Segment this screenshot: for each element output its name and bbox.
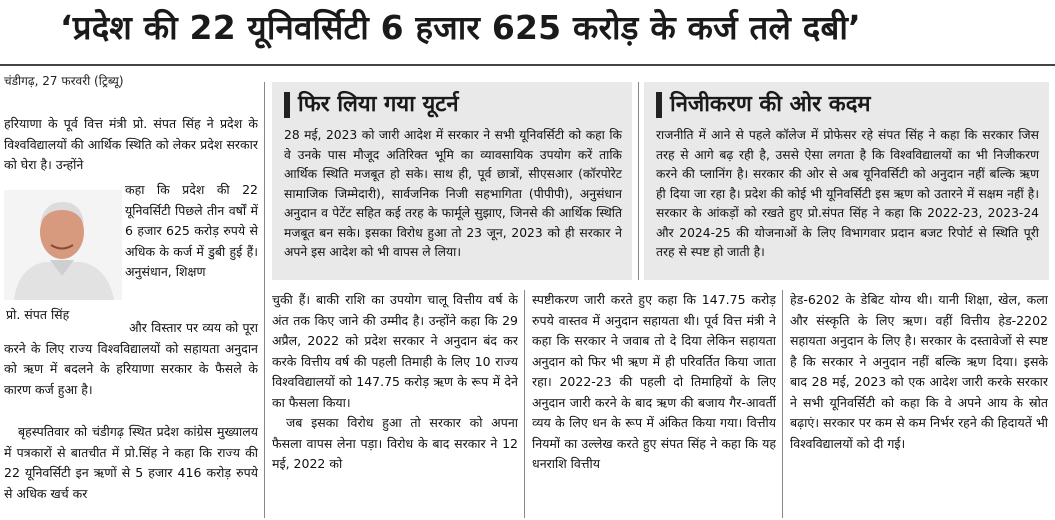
sidebar-box-privatization: [644, 82, 1049, 280]
privatization-body: राजनीति में आने से पहले कॉलेज में प्रोफेसर रहे संपत सिंह ने कहा कि सरकार जिस तरह से आगे बढ़ रही है, उससे ऐसा लगता है कि विश्वविद्यालयों का भी निजीकरण करने की प्लानिंग है। सरकार की ओर से अब यूनिवर्सिटी को अनुदान नहीं बल्कि ऋण ही दिया जा रहा है। प्रदेश की कोई भी यूनिवर्सिटी इस ऋण को उतारने में सक्षम नहीं है। सरकार के आंकड़ों को रखते हुए प्रो.संपत सिंह ने कहा कि 2022-23, 2023-24 और 2024-25 की योजनाओं के लिए विभागवार प्रदान बजट रिपोर्ट से स्थिति पूरी तरह से स्पष्ट हो जाती है।: [656, 128, 1039, 259]
column-3: [532, 290, 776, 516]
col4-paragraph: हेड-6202 के डेबिट योग्य थी। यानी शिक्षा, खेल, कला और संस्कृति के लिए ऋण। वहीं वित्तीय हेड-2202 सहायता अनुदान के लिए है। सरकार के दस्तावेजों से स्पष्ट है कि सरकार ने अनुदान नहीं बल्कि ऋण दिया। इसके बाद 28 मई, 2023 को एक आदेश जारी करके सरकार ने सभी यूनिवर्सिटी को कहा कि वे अपने आय के स्रोत बढ़ाएं। सरकार पर कम से कम निर्भर रहने की हिदायतें भी विश्वविद्यालयों को दी गई।: [790, 292, 1048, 451]
lead-paragraph-rest: [4, 318, 258, 418]
col2-paragraph-1: चुकी हैं। बाकी राशि का उपयोग चालू वित्तीय वर्ष के अंत तक किए जाने की उम्मीद है। उन्होंने कहा कि 29 अप्रैल, 2022 को प्रदेश सरकार ने अनुदान बंद कर करके वित्तीय वर्ष की पहली तिमाही के लिए 10 राज्य विश्वविद्यालयों को 147.75 करोड़ ऋण के रूप में देने का फैसला किया।: [272, 292, 518, 410]
lead-text-top: हरियाणा के पूर्व वित्त मंत्री प्रो. संपत सिंह ने प्रदेश के विश्वविद्यालयों की आर्थिक स्थिति को लेकर प्रदेश सरकार को घेरा है। उन्होंने: [4, 116, 258, 172]
column-rule-2: [524, 290, 525, 518]
column-rule-3: [782, 290, 783, 518]
title-bar-icon: [656, 92, 662, 118]
lead-text-rest: और विस्तार पर व्यय को पूरा करने के लिए राज्य विश्वविद्यालयों को सहायता अनुदान को ऋण में बदलने के हरियाणा सरकार के फैसले के कारण कर्ज हुआ है।: [4, 320, 258, 397]
lead-paragraph-2: [4, 422, 258, 506]
photo-caption: प्रो. संपत सिंह: [6, 307, 70, 322]
portrait-image: [4, 190, 122, 300]
author-photo: [4, 190, 122, 300]
lead-paragraph-top: [4, 114, 258, 178]
title-bar-icon: [284, 92, 290, 118]
col2-paragraph-2: जब इसका विरोध हुआ तो सरकार को अपना फैसला वापस लेना पड़ा। विरोध के बाद सरकार ने 12 मई, 2022 को: [272, 415, 518, 471]
privatization-title-text: निजीकरण की ओर कदम: [670, 92, 871, 117]
privatization-title: [656, 88, 1039, 118]
box-divider: [638, 82, 639, 280]
column-2: [272, 290, 518, 516]
uturn-title: [284, 88, 622, 118]
lead-text-2: बृहस्पतिवार को चंडीगढ़ स्थित प्रदेश कांग्रेस मुख्यालय में पत्रकारों से बातचीत में प्रो.सिंह ने कहा कि राज्य की 22 यूनिवर्सिटी इन ऋणों से 5 हजार 416 करोड़ रुपये से अधिक खर्च कर: [4, 424, 258, 501]
column-rule-1: [264, 82, 265, 518]
uturn-title-text: फिर लिया गया यूटर्न: [298, 92, 459, 117]
col3-paragraph: स्पष्टीकरण जारी करते हुए कहा कि 147.75 करोड़ रुपये वास्तव में अनुदान सहायता थी। पूर्व वित्त मंत्री ने कहा कि सरकार ने जवाब तो दे दिया लेकिन सहायता अनुदान को फिर भी ऋण में ही परिवर्तित किया जाता रहा। 2022-23 की पहली दो तिमाहियों के लिए अनुदान जारी करने के बाद ऋण की बजाय गैर-आवर्ती व्यय के लिए धन के रूप में अंकित किया गया। वित्तीय नियमों का उल्लेख करते हुए संपत सिंह ने कहा कि यह धनराशि वित्तीय: [532, 292, 776, 471]
dateline: चंडीगढ़, 27 फरवरी (ट्रिब्यू): [4, 74, 124, 88]
sidebar-box-uturn: [272, 82, 632, 280]
top-rule: [0, 64, 1055, 66]
column-4: [790, 290, 1048, 516]
uturn-body: 28 मई, 2023 को जारी आदेश में सरकार ने सभी यूनिवर्सिटी को कहा कि वे उनके पास मौजूद अतिरिक्त भूमि का व्यावसायिक उपयोग करें ताकि आर्थिक स्थिति मजबूत हो सके। साथ ही, पूर्व छात्रों, सीएसआर (कॉरपोरेट सामाजिक जिम्मेदारी), सार्वजनिक निजी सहभागिता (पीपीपी), अनुसंधान अनुदान व पेटेंट सहित कई तरह के फार्मूले सुझाए, जिनसे की आर्थिक स्थिति मजबूत बन सके। इसका विरोध हुआ तो 23 जून, 2023 को ही सरकार ने अपने इस आदेश को भी वापस ले लिया।: [284, 128, 622, 259]
lead-paragraph-wrap: कहा कि प्रदेश की 22 यूनिवर्सिटी पिछले तीन वर्षों में 6 हजार 625 करोड़ रुपये से अधिक के कर्ज में डुबी हुई हैं। अनुसंधान, शिक्षण: [125, 182, 258, 279]
headline: ‘प्रदेश की 22 यूनिवर्सिटी 6 हजार 625 करोड़ के कर्ज तले दबी’: [60, 8, 861, 47]
